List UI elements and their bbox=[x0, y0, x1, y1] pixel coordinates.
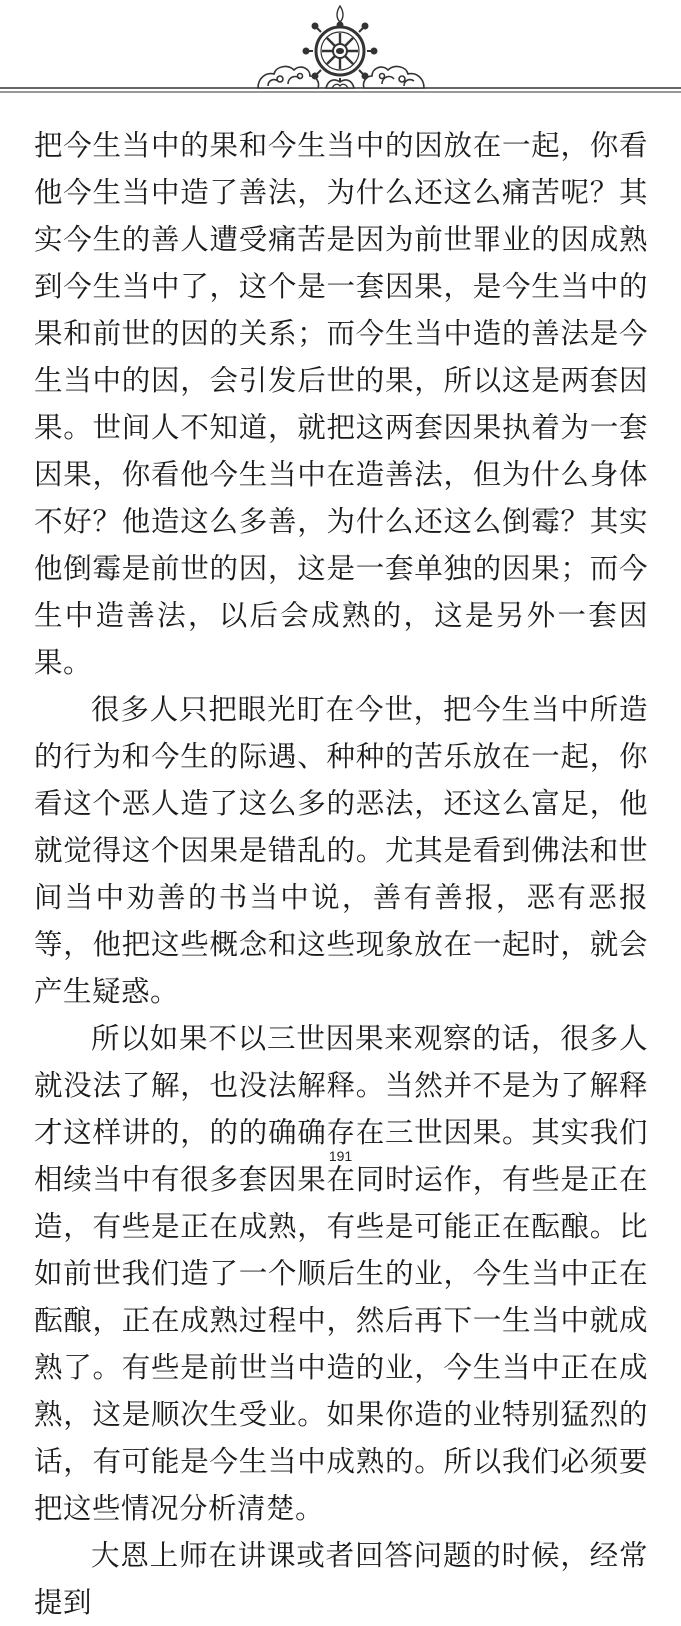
body-paragraph-1: 把今生当中的果和今生当中的因放在一起，你看他今生当中造了善法，为什么还这么痛苦呢？其实今生的善人遭受痛苦是因为前世罪业的因成熟到今生当中了，这个是一套因果，是今生当中的果和前世的因的关系；而今生当中造的善法是今生当中的因，会引发后世的果，所以这是两套因果。世间人不知道，就把这两套因果执着为一套因果，你看他今生当中在造善法，但为什么身体不好？他造这么多善，为什么还这么倒霉？其实他倒霉是前世的因，这是一套单独的因果；而今生中造善法，以后会成熟的，这是另外一套因果。 bbox=[34, 129, 648, 679]
cloud-scroll-right-icon bbox=[363, 67, 424, 88]
page-header bbox=[0, 0, 681, 110]
body-paragraph-2: 很多人只把眼光盯在今世，把今生当中所造的行为和今生的际遇、种种的苦乐放在一起，你看这个恶人造了这么多的恶法，还这么富足，他就觉得这个因果是错乱的。尤其是看到佛法和世间当中劝善的书当中说，善有善报，恶有恶报等，他把这些概念和这些现象放在一起时，就会产生疑惑。 bbox=[34, 693, 648, 1008]
dharma-wheel-icon bbox=[304, 6, 377, 88]
page-number: 191 bbox=[328, 1148, 353, 1164]
body-paragraph-4: 大恩上师在讲课或者回答问题的时候，经常提到 bbox=[34, 1539, 648, 1619]
page-body bbox=[34, 122, 648, 1626]
cloud-scroll-left-icon bbox=[258, 67, 319, 88]
body-paragraph-3: 所以如果不以三世因果来观察的话，很多人就没法了解，也没法解释。当然并不是为了解释才这样讲的，的的确确存在三世因果。其实我们相续当中有很多套因果在同时运作，有些是正在造，有些是正在成熟，有些是可能正在酝酿。比如前世我们造了一个顺后生的业，今生当中正在酝酿，正在成熟过程中，然后再下一生当中就成熟了。有些是前世当中造的业，今生当中正在成熟，这是顺次生受业。如果你造的业特别猛烈的话，有可能是今生当中成熟的。所以我们必须要把这些情况分析清楚。 bbox=[34, 1022, 648, 1525]
header-ornament bbox=[0, 0, 681, 110]
